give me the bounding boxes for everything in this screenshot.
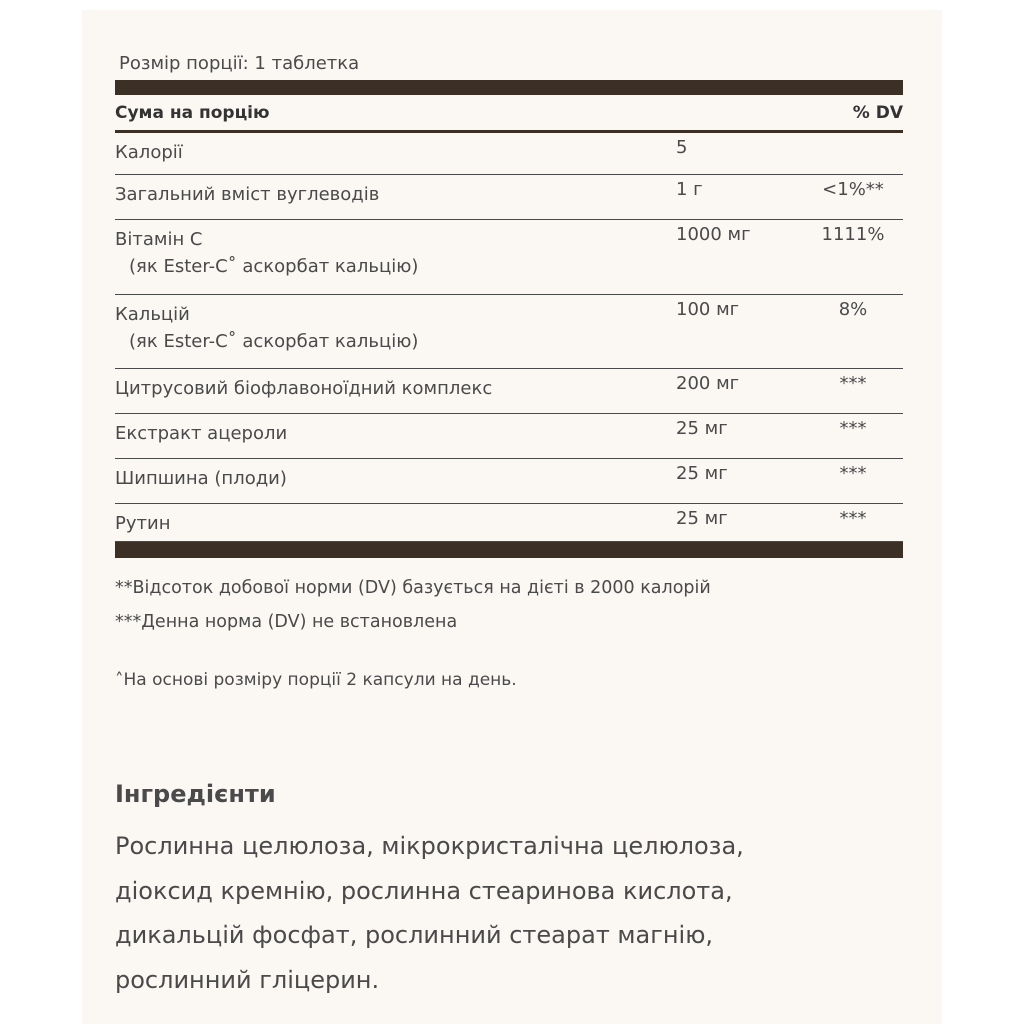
nutrient-amount: 1 г bbox=[676, 179, 703, 200]
table-row bbox=[115, 295, 903, 369]
nutrient-dv: *** bbox=[839, 418, 867, 439]
table-row bbox=[115, 414, 903, 459]
table-row bbox=[115, 133, 903, 175]
nutrient-name: Кальцій bbox=[115, 304, 190, 325]
top-bar bbox=[115, 80, 903, 95]
nutrient-dv: 8% bbox=[838, 299, 868, 320]
table-row bbox=[115, 220, 903, 295]
nutrient-amount: 25 мг bbox=[676, 508, 728, 529]
nutrient-dv: *** bbox=[839, 463, 867, 484]
nutrient-amount: 1000 мг bbox=[676, 224, 751, 245]
ingredients-line: рослинний гліцерин. bbox=[115, 965, 380, 994]
nutrient-amount: 25 мг bbox=[676, 418, 728, 439]
nutrient-name: Вітамін С bbox=[115, 229, 203, 250]
nutrient-dv: *** bbox=[839, 508, 867, 529]
ingredients-text bbox=[115, 824, 915, 1002]
nutrient-name: Калорії bbox=[115, 142, 183, 163]
nutrient-amount: 100 мг bbox=[676, 299, 740, 320]
nutrient-name: Шипшина (плоди) bbox=[115, 468, 287, 489]
ingredients-title: Інгредієнти bbox=[115, 780, 276, 808]
nutrient-name: Цитрусовий біофлавоноїдний комплекс bbox=[115, 378, 493, 399]
ingredients-line: Рослинна целюлоза, мікрокристалічна целюлоза, bbox=[115, 832, 744, 860]
nutrient-name: Екстракт ацероли bbox=[115, 423, 288, 444]
footnote-serving-basis: ˄На основі розміру порції 2 капсули на день. bbox=[115, 670, 517, 690]
header-dv-label: % DV bbox=[852, 102, 903, 123]
nutrient-source: (як Ester-C˚ аскорбат кальцію) bbox=[129, 256, 419, 277]
footnote-dv-basis: **Відсоток добової норми (DV) базується на дієті в 2000 калорій bbox=[115, 578, 711, 598]
table-header bbox=[115, 95, 903, 130]
nutrient-dv: <1%** bbox=[822, 179, 884, 200]
footnotes bbox=[115, 571, 903, 639]
ingredients-line: діоксид кремнію, рослинна стеаринова кислота, bbox=[115, 876, 733, 905]
nutrient-dv: 1111% bbox=[821, 224, 885, 245]
table-row bbox=[115, 459, 903, 504]
supplement-facts bbox=[115, 48, 903, 690]
nutrient-amount: 200 мг bbox=[676, 373, 740, 394]
nutrient-source: (як Ester-C˚ аскорбат кальцію) bbox=[129, 331, 419, 352]
table-row bbox=[115, 369, 903, 414]
nutrient-name: Загальний вміст вуглеводів bbox=[115, 184, 380, 205]
bottom-bar bbox=[115, 542, 903, 558]
serving-size: Розмір порції: 1 таблетка bbox=[119, 53, 360, 74]
ingredients-line: дикальцій фосфат, рослинний стеарат магнію, bbox=[115, 921, 714, 949]
nutrient-dv: *** bbox=[839, 373, 867, 394]
nutrient-amount: 5 bbox=[676, 137, 688, 158]
header-amount-label: Сума на порцію bbox=[115, 102, 270, 123]
nutrient-amount: 25 мг bbox=[676, 463, 728, 484]
nutrient-name: Рутин bbox=[115, 513, 171, 534]
footnote-dv-not-established: ***Денна норма (DV) не встановлена bbox=[115, 612, 458, 632]
table-row bbox=[115, 504, 903, 542]
table-row bbox=[115, 175, 903, 220]
